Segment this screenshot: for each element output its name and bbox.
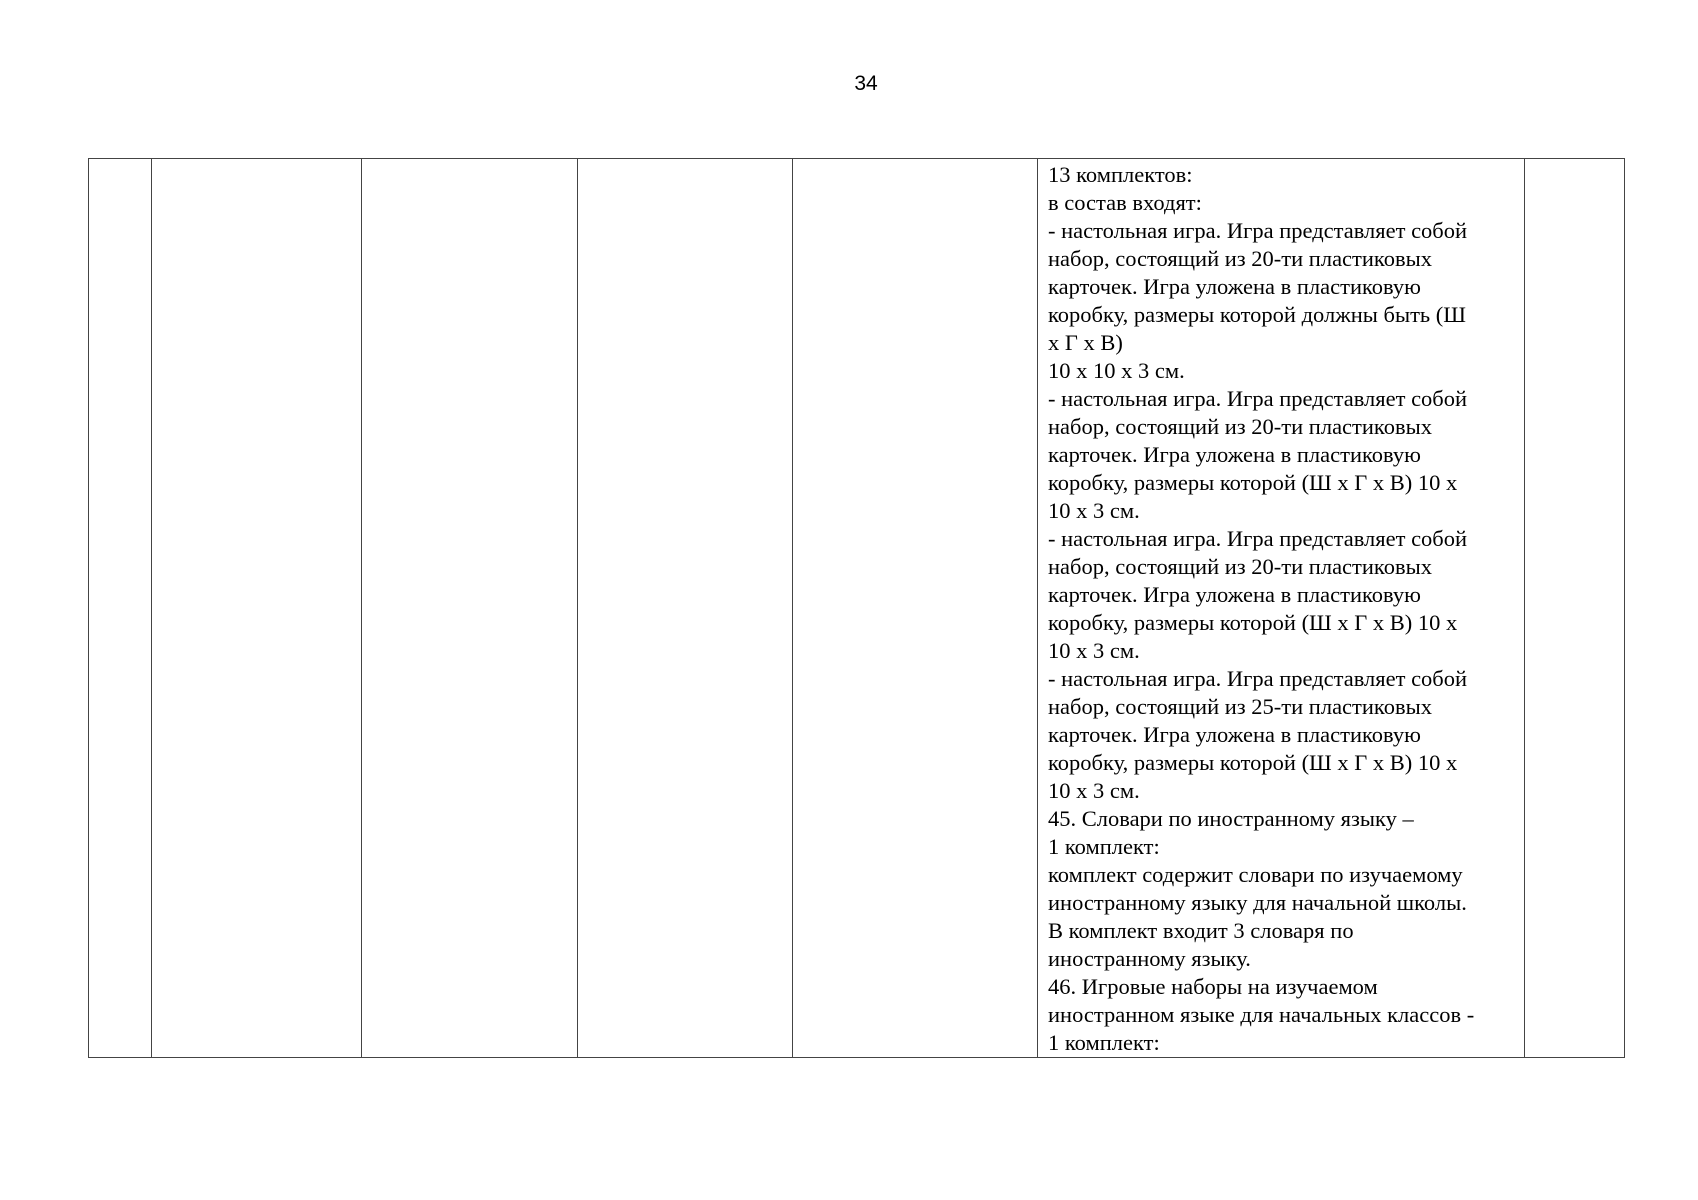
description-line: комплект содержит словари по изучаемому (1048, 862, 1463, 887)
specification-table (88, 158, 1625, 1058)
table-row (89, 159, 1625, 1058)
description-line: - настольная игра. Игра представляет собой (1048, 526, 1468, 551)
description-line: В комплект входит 3 словаря по (1048, 918, 1354, 943)
description-line: 10 х 3 см. (1048, 638, 1140, 663)
table-cell-2 (152, 159, 362, 1058)
table-cell-5 (793, 159, 1038, 1058)
page-number: 34 (854, 72, 878, 95)
description-line: коробку, размеры которой (Ш х Г х В) 10 х (1048, 610, 1458, 635)
description-line: карточек. Игра уложена в пластиковую (1048, 722, 1421, 747)
description-line: 13 комплектов: (1048, 162, 1193, 187)
description-line: коробку, размеры которой должны быть (Ш (1048, 302, 1466, 327)
description-line: 10 х 10 х 3 см. (1048, 358, 1185, 383)
description-line: набор, состоящий из 25-ти пластиковых (1048, 694, 1432, 719)
description-line: х Г х В) (1048, 330, 1123, 355)
table-cell-last (1525, 159, 1625, 1058)
description-line: карточек. Игра уложена в пластиковую (1048, 582, 1421, 607)
description-line: в состав входят: (1048, 190, 1202, 215)
description-line: набор, состоящий из 20-ти пластиковых (1048, 414, 1432, 439)
description-line: 1 комплект: (1048, 1030, 1160, 1055)
description-line: 10 х 3 см. (1048, 498, 1140, 523)
description-line: набор, состоящий из 20-ти пластиковых (1048, 246, 1432, 271)
description-line: - настольная игра. Игра представляет собой (1048, 666, 1468, 691)
table-cell-description (1038, 159, 1525, 1058)
description-line: иностранном языке для начальных классов - (1048, 1002, 1475, 1027)
description-line: 1 комплект: (1048, 834, 1160, 859)
description-line: коробку, размеры которой (Ш х Г х В) 10 х (1048, 470, 1458, 495)
description-line: карточек. Игра уложена в пластиковую (1048, 442, 1421, 467)
table-cell-3 (362, 159, 578, 1058)
description-line: иностранному языку. (1048, 946, 1251, 971)
table-cell-4 (578, 159, 793, 1058)
table-cell-number (89, 159, 152, 1058)
description-line: карточек. Игра уложена в пластиковую (1048, 274, 1421, 299)
description-line: коробку, размеры которой (Ш х Г х В) 10 х (1048, 750, 1458, 775)
description-line: - настольная игра. Игра представляет собой (1048, 386, 1468, 411)
description-line: 45. Словари по иностранному языку – (1048, 806, 1414, 831)
description-line: набор, состоящий из 20-ти пластиковых (1048, 554, 1432, 579)
description-line: иностранному языку для начальной школы. (1048, 890, 1467, 915)
description-line: 46. Игровые наборы на изучаемом (1048, 974, 1378, 999)
description-line: 10 х 3 см. (1048, 778, 1140, 803)
description-line: - настольная игра. Игра представляет собой (1048, 218, 1468, 243)
